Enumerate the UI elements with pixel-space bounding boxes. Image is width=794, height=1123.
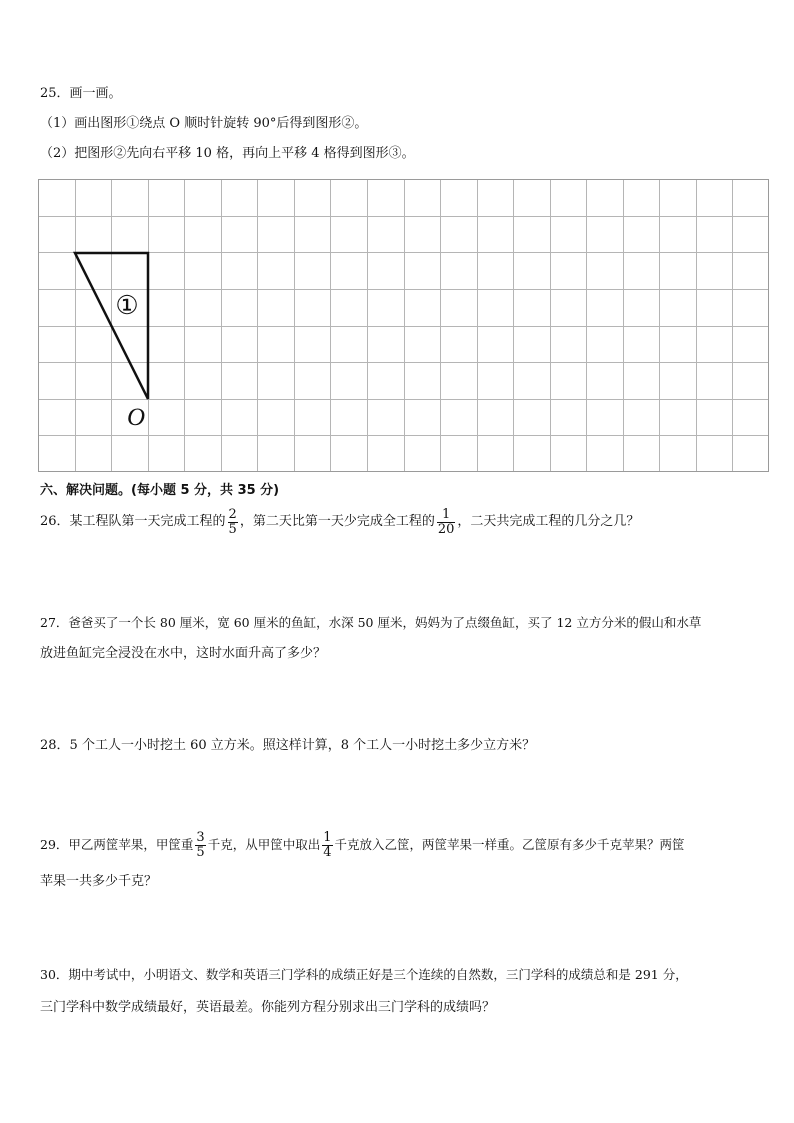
q29-text-before: 29．甲乙两筐苹果，甲筐重 (40, 837, 194, 852)
q25-part1: （1）画出图形①绕点 O 顺时针旋转 90°后得到图形②。 (40, 116, 368, 131)
q29-fraction-1 (195, 831, 205, 860)
point-o-label: O (126, 404, 146, 431)
q26-fraction-1-numerator: 2 (228, 506, 237, 522)
figure-1-label: ① (115, 291, 139, 321)
section-6-heading: 六、解决问题。(每小题 5 分，共 35 分) (40, 483, 280, 498)
q29-fraction-1-numerator: 3 (196, 829, 205, 845)
q26-fraction-2-numerator: 1 (437, 508, 456, 523)
q26-text-after: ，二天共完成工程的几分之几？ (457, 514, 640, 529)
q25-title: 25．画一画。 (40, 86, 122, 101)
q29-text-middle: 千克，从甲筐中取出 (207, 837, 321, 852)
q30-line-1: 30．期中考试中，小明语文、数学和英语三门学科的成绩正好是三个连续的自然数，三门学科的成绩总和是 291 分， (40, 967, 688, 982)
question-26 (40, 505, 639, 539)
q27-line-1: 27．爸爸买了一个长 80 厘米，宽 60 厘米的鱼缸，水深 50 厘米，妈妈为了点缀鱼缸，买了 12 立方分米的假山和水草 (40, 615, 702, 630)
q29-fraction-2 (322, 831, 332, 860)
q26-text-before: 26．某工程队第一天完成工程的 (40, 514, 226, 529)
grid-paper[interactable] (38, 179, 770, 473)
q26-fraction-1-denominator: 5 (228, 521, 237, 537)
q29-fraction-1-denominator: 5 (196, 844, 205, 860)
q29-text-after: 千克放入乙筐，两筐苹果一样重。乙筐原有多少千克苹果？两筐 (334, 837, 685, 852)
q29-fraction-2-numerator: 1 (323, 829, 332, 845)
q26-fraction-2 (437, 508, 456, 537)
q26-fraction-2-denominator: 20 (437, 521, 455, 537)
q27-line-2: 放进鱼缸完全浸没在水中，这时水面升高了多少？ (40, 646, 327, 661)
q30-line-2: 三门学科中数学成绩最好，英语最差。你能列方程分别求出三门学科的成绩吗？ (40, 1000, 496, 1015)
question-29 (40, 828, 685, 862)
q29-fraction-2-denominator: 4 (323, 844, 332, 860)
q28-line-1: 28．5 个工人一小时挖土 60 立方米。照这样计算，8 个工人一小时挖土多少立方米？ (40, 738, 536, 753)
q29-line-2: 苹果一共多少千克？ (40, 874, 158, 889)
q26-fraction-1 (228, 508, 238, 537)
q25-part2: （2）把图形②先向右平移 10 格，再向上平移 4 格得到图形③。 (40, 146, 415, 161)
q26-text-middle: ，第二天比第一天少完成全工程的 (239, 514, 435, 529)
